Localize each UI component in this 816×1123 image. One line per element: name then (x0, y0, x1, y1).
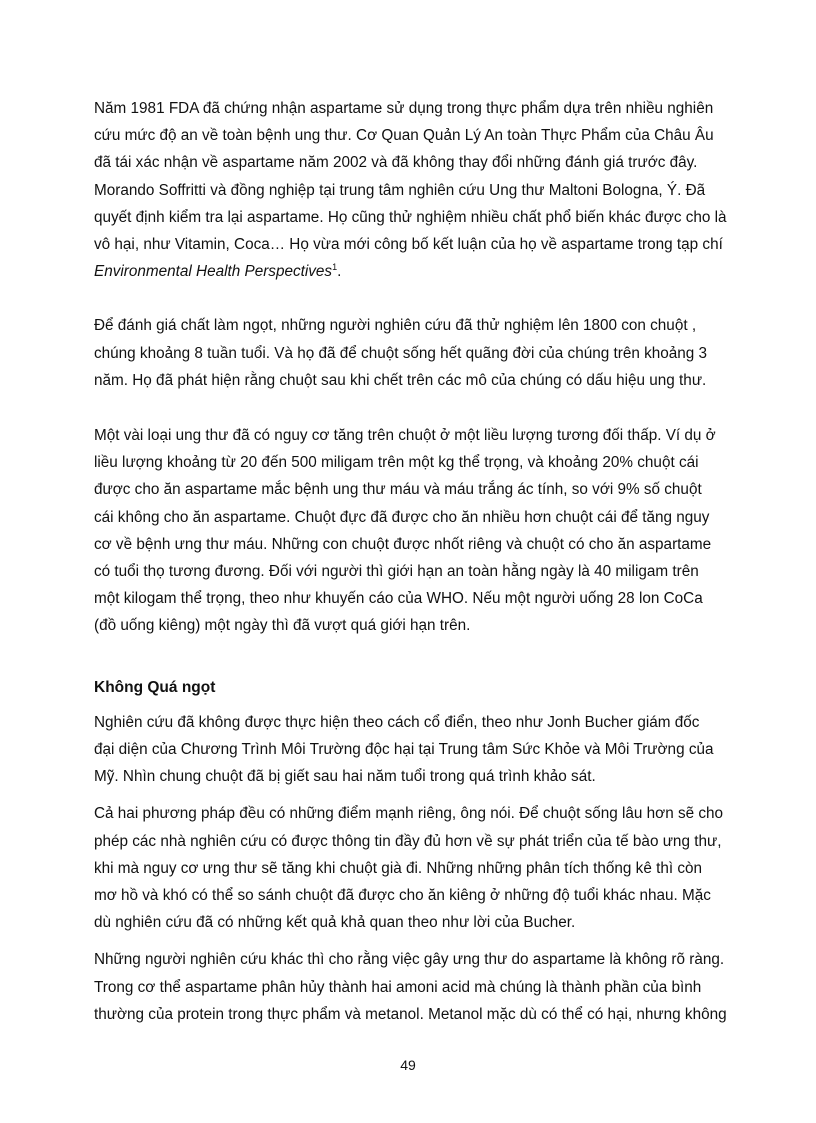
text-line: có tuổi thọ tương đương. Đối với người thì giới hạn an toàn hằng ngày là 40 miligam trên (94, 563, 699, 581)
journal-title: Environmental Health Perspectives (94, 263, 333, 281)
section-heading: Không Quá ngọt (94, 678, 216, 696)
text-line: Để đánh giá chất làm ngọt, những người nghiên cứu đã thử nghiệm lên 1800 con chuột , (94, 317, 697, 335)
text-line: liều lượng khoảng từ 20 đến 500 miligam trên một kg thể trọng, và khoảng 20% chuột cái (94, 454, 699, 472)
text-line: dù nghiên cứu đã có những kết quả khả quan theo như lời của Bucher. (94, 914, 576, 932)
text-line: cơ về bệnh ưng thư máu. Những con chuột được nhốt riêng và chuột có cho ăn aspartame (94, 535, 712, 553)
paragraph-rat-experiment (94, 312, 784, 394)
text-line: Một vài loại ung thư đã có nguy cơ tăng trên chuột ở một liều lượng tương đối thấp. Ví dụ ở (94, 427, 716, 445)
text-line: Morando Soffritti và đồng nghiệp tại trung tâm nghiên cứu Ung thư Maltoni Bologna, Ý. Đã (94, 181, 706, 199)
text-line: phép các nhà nghiên cứu có được thông tin đầy đủ hơn về sự phát triển của tế bào ưng thư, (94, 832, 722, 850)
text-line: cứu mức độ an về toàn bệnh ung thư. Cơ Quan Quản Lý An toàn Thực Phẩm của Châu Âu (94, 127, 714, 145)
document-page (94, 95, 784, 1028)
text-line: vô hại, như Vitamin, Coca… Họ vừa mới công bố kết luận của họ về aspartame trong tạp chí (94, 236, 723, 254)
text-line: Những người nghiên cứu khác thì cho rằng việc gây ưng thư do aspartame là không rõ ràng. (94, 951, 725, 969)
paragraph-study-method (94, 709, 784, 791)
text-line: Trong cơ thể aspartame phân hủy thành hai amoni acid mà chúng là thành phần của bình (94, 978, 702, 996)
text-line: được cho ăn aspartame mắc bệnh ung thư máu và máu trắng ác tính, so với 9% số chuột (94, 481, 702, 499)
text-line: Nghiên cứu đã không được thực hiện theo cách cổ điển, theo như Jonh Bucher giám đốc (94, 713, 700, 731)
paragraph-fda-approval (94, 95, 784, 285)
page-number: 49 (400, 1057, 416, 1073)
text-line: cái không cho ăn aspartame. Chuột đực đã được cho ăn nhiều hơn chuột cái để tăng nguy (94, 508, 710, 526)
text-line: thường của protein trong thực phẩm và metanol. Metanol mặc dù có thể có hại, nhưng không (94, 1005, 727, 1023)
paragraph-cancer-risk (94, 422, 784, 640)
text-line: Năm 1981 FDA đã chứng nhận aspartame sử dụng trong thực phẩm dựa trên nhiều nghiên (94, 100, 714, 117)
paragraph-other-researchers (94, 946, 784, 1028)
text-line: đã tái xác nhận về aspartame năm 2002 và đã không thay đổi những đánh giá trước đây. (94, 154, 698, 172)
end-punctuation: . (337, 263, 342, 281)
text-line: năm. Họ đã phát hiện rằng chuột sau khi chết trên các mô của chúng có dấu hiệu ung thư. (94, 371, 707, 389)
text-line: quyết định kiểm tra lại aspartame. Họ cũng thử nghiệm nhiều chất phổ biến khác được cho là (94, 208, 727, 226)
paragraph-method-strengths (94, 800, 784, 936)
text-line: chúng khoảng 8 tuần tuổi. Và họ đã để chuột sống hết quãng đời của chúng trên khoảng 3 (94, 344, 708, 362)
footnote-mark: 1 (332, 262, 338, 273)
text-line: khi mà nguy cơ ưng thư sẽ tăng khi chuột già đi. Những những phân tích thống kê thì còn (94, 859, 702, 877)
text-line: một kilogam thể trọng, theo như khuyến cáo của WHO. Nếu một người uống 28 lon CoCa (94, 590, 703, 608)
text-line: mơ hồ và khó có thể so sánh chuột đã được cho ăn kiêng ở những độ tuổi khác nhau. Mặc (94, 887, 711, 905)
text-line: (đồ uống kiêng) một ngày thì đã vượt quá giới hạn trên. (94, 617, 471, 635)
text-line: đại diện của Chương Trình Môi Trường độc hại tại Trung tâm Sức Khỏe và Môi Trường của (94, 741, 714, 759)
text-line: Cả hai phương pháp đều có những điểm mạnh riêng, ông nói. Để chuột sống lâu hơn sẽ cho (94, 805, 724, 823)
text-line: Mỹ. Nhìn chung chuột đã bị giết sau hai năm tuổi trong quá trình khảo sát. (94, 768, 596, 786)
